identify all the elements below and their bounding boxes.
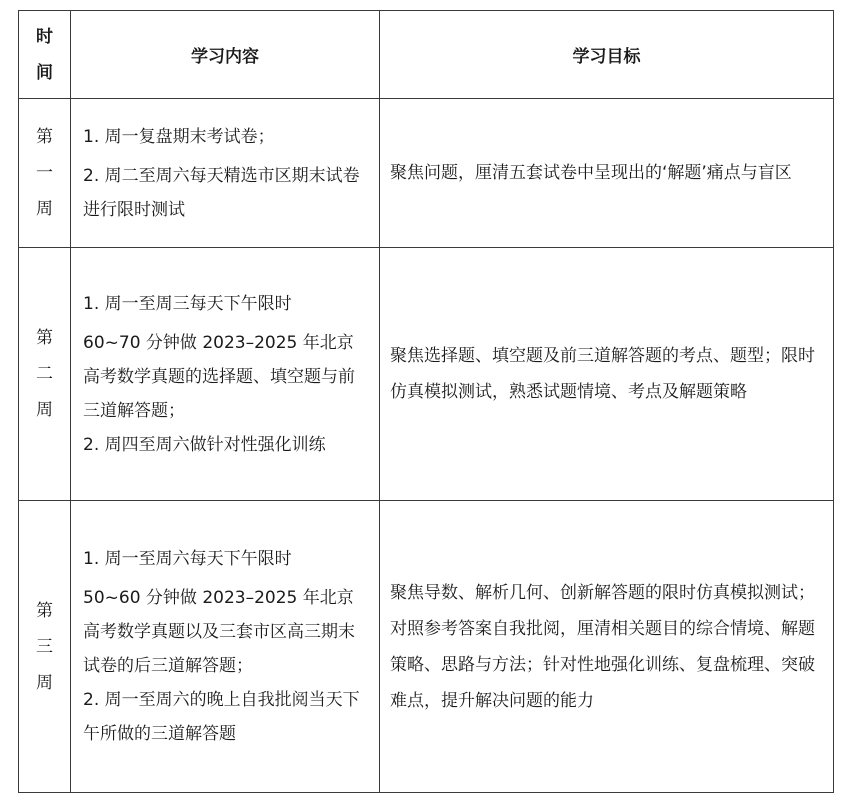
content-item: 1. 周一复盘期末考试卷； (83, 126, 275, 147)
header-goal: 学习目标 (380, 11, 834, 99)
week-cell: 第三周 (19, 501, 71, 793)
table-header-row (19, 11, 834, 99)
content-item: 1. 周一至周三每天下午限时 (83, 293, 292, 314)
header-time: 时间 (19, 11, 71, 99)
content-item: 50~60 分钟做 2023–2025 年北京高考数学真题以及三套市区高三期末试卷的后三道解答题； (83, 588, 355, 676)
goal-cell: 聚焦导数、解析几何、创新解答题的限时仿真模拟测试；对照参考答案自我批阅，厘清相关题目的综合情境、解题策略、思路与方法；针对性地强化训练、复盘梳理、突破难点，提升解决问题的能力 (380, 501, 834, 793)
header-content: 学习内容 (71, 11, 380, 99)
goal-cell: 聚焦选择题、填空题及前三道解答题的考点、题型；限时仿真模拟测试，熟悉试题情境、考点及解题策略 (380, 248, 834, 501)
content-item: 2. 周一至周六的晚上自我批阅当天下午所做的三道解答题 (83, 690, 360, 744)
content-item: 60~70 分钟做 2023–2025 年北京高考数学真题的选择题、填空题与前三道解答题； (83, 332, 355, 421)
study-plan-table (18, 10, 834, 793)
content-cell (71, 501, 380, 793)
content-item: 2. 周四至周六做针对性强化训练 (83, 434, 326, 455)
content-cell (71, 248, 380, 501)
table-row (19, 501, 834, 793)
table-row (19, 248, 834, 501)
content-item: 2. 周二至周六每天精选市区期末试卷进行限时测试 (83, 165, 360, 220)
table-row (19, 99, 834, 248)
week-cell: 第一周 (19, 99, 71, 248)
content-item: 1. 周一至周六每天下午限时 (83, 549, 292, 569)
week-cell: 第二周 (19, 248, 71, 501)
goal-cell: 聚焦问题，厘清五套试卷中呈现出的‘解题’痛点与盲区 (380, 99, 834, 248)
content-cell (71, 99, 380, 248)
